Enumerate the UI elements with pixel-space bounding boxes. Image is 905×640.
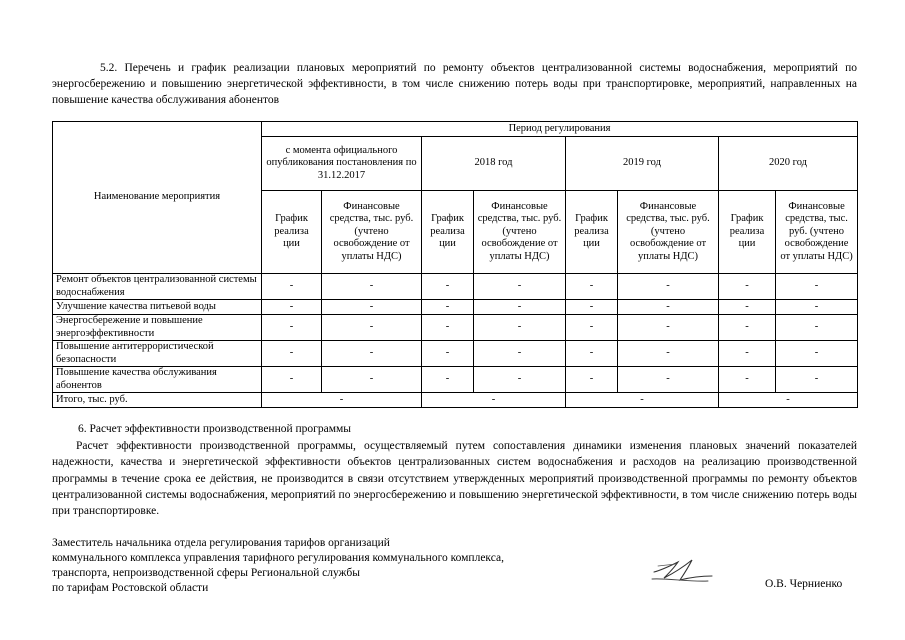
table-cell: - [474,274,566,300]
col-header-period: Период регулирования [262,122,858,137]
table-cell: - [719,367,776,393]
table-cell: - [566,300,618,315]
table-row [53,315,858,341]
table-cell: - [618,315,719,341]
signer-position-line: коммунального комплекса управления тарифного регулирования коммунального комплекса, [52,552,504,564]
table-cell: - [322,367,422,393]
signer-name: О.В. Черниенко [765,578,843,590]
sub-header-schedule: График реализа ции [262,191,322,274]
table-cell: - [618,341,719,367]
signer-position-line: транспорта, непроизводственной сферы Региональной службы [52,567,360,579]
table-cell: - [618,300,719,315]
row-name: Повышение качества обслуживания абонентов [53,367,262,393]
table-cell: - [776,274,858,300]
table-row [53,367,858,393]
section-5-heading [52,60,857,108]
row-name: Улучшение качества питьевой воды [53,300,262,315]
table-cell: - [422,367,474,393]
table-cell: - [566,274,618,300]
table-cell: - [719,274,776,300]
table-cell: - [422,274,474,300]
signer-position-line: по тарифам Ростовской области [52,582,209,594]
table-cell: - [322,274,422,300]
signer-position-line: Заместитель начальника отдела регулирования тарифов организаций [52,537,390,549]
section-5-number: 5.2. [100,62,118,74]
table-cell: - [618,367,719,393]
table-cell: - [776,367,858,393]
period-header-2017: с момента официального опубликования постановления по 31.12.2017 [262,137,422,191]
row-name: Энергосбережение и повышение энергоэффективности [53,315,262,341]
table-cell: - [262,367,322,393]
table-row [53,300,858,315]
section-5-text: Перечень и график реализации плановых мероприятий по ремонту объектов централизованной системы водоснабжения, мероприятий по энергосбережению и повышению энергетической эффективности, в том числе снижению потерь воды при транспортировке, мероприятий, направленных на повышение качества обслуживания абонентов [52,62,857,106]
table-cell: - [719,300,776,315]
table-cell: - [262,300,322,315]
period-header-2019: 2019 год [566,137,719,191]
sub-header-schedule: График реализа ции [422,191,474,274]
section-6-title: 6. Расчет эффективности производственной программы [78,423,352,435]
table-cell: - [618,274,719,300]
table-cell: - [566,367,618,393]
table-cell: - [719,341,776,367]
col-header-name: Наименование мероприятия [53,122,262,274]
table-cell: - [566,341,618,367]
total-cell: - [262,393,422,408]
section-6-paragraph [52,438,857,519]
table-cell: - [422,315,474,341]
sub-header-finance: Финансовые средства, тыс. руб. (учтено освобождение от уплаты НДС) [474,191,566,274]
period-header-2018: 2018 год [422,137,566,191]
table-cell: - [474,367,566,393]
section-6-text: Расчет эффективности производственной программы, осуществляемый путем сопоставления динамики изменения плановых значений показателей надежности, качества и энергетической эффективности объектов централизованных систем водоснабжения и расходов на реализацию производственной программы в течение срока ее действия, не производится в связи отсутствием утвержденных мероприятий производственной программы по ремонту объектов централизованной системы водоснабжения, мероприятий по энергосбережению и повышению энергетической эффективности, в том числе снижению потерь воды при транспортировке. [52,440,857,518]
activities-table [52,121,858,408]
table-row-total [53,393,858,408]
total-cell: - [566,393,719,408]
table-cell: - [262,341,322,367]
table-cell: - [422,341,474,367]
table-cell: - [262,315,322,341]
signature-block [52,536,612,596]
table-cell: - [566,315,618,341]
table-cell: - [776,315,858,341]
total-cell: - [719,393,858,408]
period-header-2020: 2020 год [719,137,858,191]
sub-header-finance: Финансовые средства, тыс. руб. (учтено освобождение от уплаты НДС) [618,191,719,274]
table-cell: - [422,300,474,315]
sub-header-finance: Финансовые средства, тыс. руб. (учтено освобождение от уплаты НДС) [776,191,858,274]
table-cell: - [322,341,422,367]
table-cell: - [719,315,776,341]
row-name: Ремонт объектов централизованной системы водоснабжения [53,274,262,300]
sub-header-schedule: График реализа ции [566,191,618,274]
table-cell: - [262,274,322,300]
sub-header-finance: Финансовые средства, тыс. руб. (учтено освобождение от уплаты НДС) [322,191,422,274]
total-label: Итого, тыс. руб. [53,393,262,408]
sub-header-schedule: График реализа ции [719,191,776,274]
total-cell: - [422,393,566,408]
table-cell: - [776,341,858,367]
table-cell: - [322,315,422,341]
handwritten-signature [648,552,718,586]
table-row [53,341,858,367]
table-cell: - [776,300,858,315]
table-row [53,274,858,300]
table-cell: - [474,315,566,341]
row-name: Повышение антитеррористической безопасности [53,341,262,367]
table-cell: - [322,300,422,315]
table-cell: - [474,341,566,367]
table-cell: - [474,300,566,315]
